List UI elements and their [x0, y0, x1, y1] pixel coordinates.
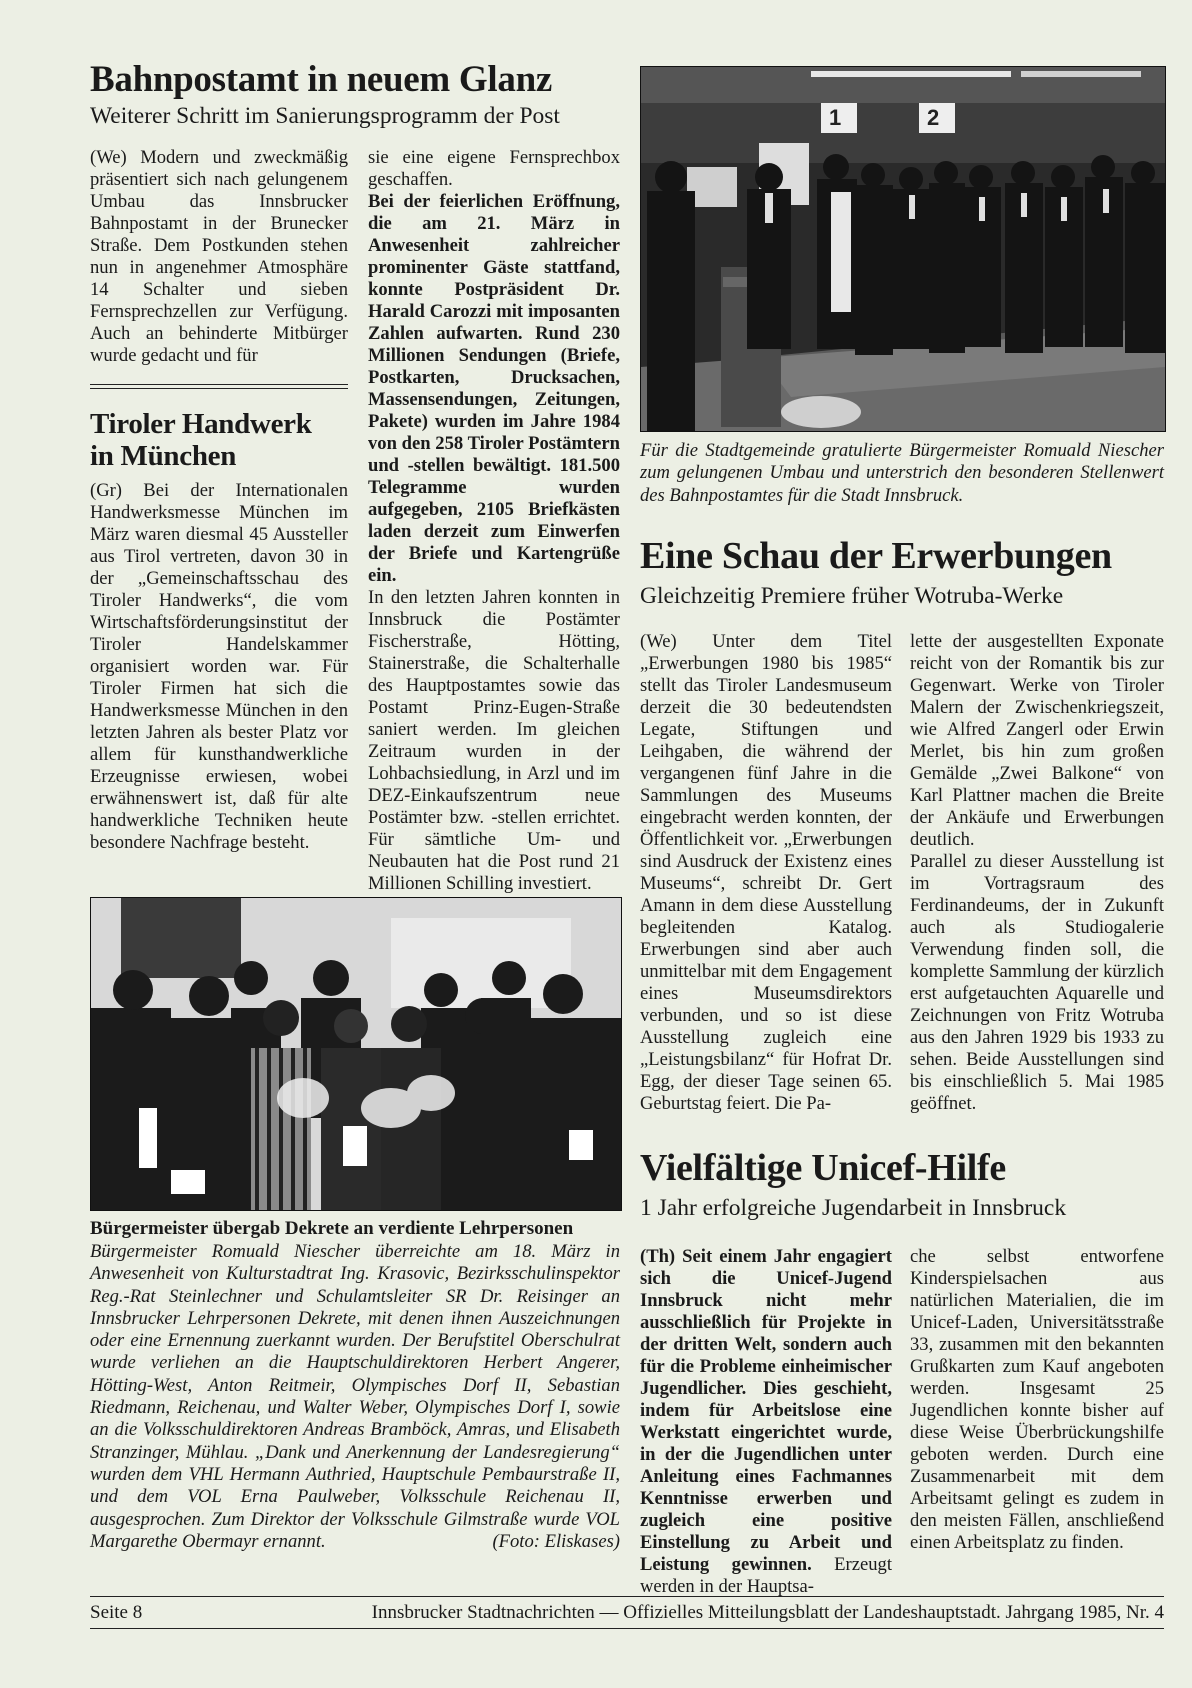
article-unicef-col2: che selbst entworfene Kinderspielsachen aus natürlichen Materialien, die im Unicef-Laden, Universitätsstraße 33, zusammen mit den bekannten Grußkarten zum Kauf angeboten werden. Insgesamt 25 Jugendlichen konnte bisher auf diese Weise Überbrückungshilfe geboten werden. Durch eine Zusammenarbeit mit dem Arbeitsamt gelingt es zudem in den meisten Fällen, anschließend einen Arbeitsplatz zu finden. [910, 1246, 1164, 1553]
article-erwerbungen-col1: (We) Unter dem Titel „Erwerbungen 1980 bis 1985“ stellt das Tiroler Landesmuseum derzeit die 30 bedeutendsten Legate, Stiftungen und Leihgaben, die während der vergangenen fünf Jahre in die Sammlungen des Museums eingebracht werden konnten, der Öffentlichkeit vor. „Erwerbungen sind Ausdruck der Existenz eines Museums“, schreibt Dr. Gert Amann in dem diese Ausstellung begleitenden Katalog. Erwerbungen sind aber auch unmittelbar mit dem Engagement eines Museumsdirektors verbunden, und so ist diese Ausstellung zugleich eine „Leistungsbilanz“ für Hofrat Dr. Egg, der dieser Tage seinen 65. Geburtstag feiert. Die Pa- [640, 631, 892, 1114]
footer-rule [90, 1596, 1164, 1597]
article-erwerbungen-subhead: Gleichzeitig Premiere früher Wotruba-Werke [640, 583, 1064, 609]
article-unicef-headline: Vielfältige Unicef-Hilfe [640, 1147, 1006, 1189]
column-divider [90, 384, 348, 389]
article-bahnpostamt-headline: Bahnpostamt in neuem Glanz [90, 59, 552, 100]
article-handwerk-headline: Tiroler Handwerk in München [90, 408, 312, 472]
article-bahnpostamt-col2: sie eine eigene Fernsprechbox geschaffen. Bei der feierlichen Eröffnung, die am 21. März in Anwesenheit zahlreicher prominenter Gäste stattfand, konnte Postpräsident Dr. Harald Carozzi mit imposanten Zahlen aufwarten. Rund 230 Millionen Sendungen (Briefe, Postkarten, Drucksachen, Massensendungen, Zeitungen, Pakete) wurden im Jahre 1984 von den 258 Tiroler Postämtern und -stellen bewältigt. 181.500 Telegramme wurden aufgegeben, 2105 Briefkästen laden derzeit zum Einwerfen der Briefe und Kartengrüße ein. In den letzten Jahren konnten in Innsbruck die Postämter Fischerstraße, Hötting, Stainerstraße, die Schalterhalle des Hauptpostamtes sowie das Postamt Prinz-Eugen-Straße saniert werden. Im gleichen Zeitraum wurden in der Lohbachsiedlung, in Arzl und im DEZ-Einkaufszentrum neue Postämter bzw. -stellen errichtet. Für sämtliche Um- und Neubauten hat die Post rund 21 Millionen Schilling investiert. [368, 147, 620, 894]
footer-rule-bottom [90, 1628, 1164, 1629]
article-bahnpostamt-subhead: Weiterer Schritt im Sanierungsprogramm der Post [90, 103, 560, 129]
footer-page-number: Seite 8 [90, 1602, 143, 1623]
counter-sign-1: 1 [829, 105, 842, 130]
article-handwerk-body: (Gr) Bei der Internationalen Handwerksmesse München im März waren diesmal 45 Aussteller aus Tirol vertreten, davon 30 in der „Gemeinschaftsschau des Tiroler Handwerks“, die vom Wirtschaftsförderungsinstitut der Tiroler Handelskammer organisiert worden war. Für Tiroler Firmen hat sich die Handwerksmesse München in den letzten Jahren als bester Platz vor allem für kunsthandwerkliche Erzeugnisse erwiesen, wobei erwähnenswert ist, daß für alte handwerkliche Techniken heute besondere Nachfrage besteht. [90, 480, 348, 853]
footer-publication: Innsbrucker Stadtnachrichten — Offizielles Mitteilungsblatt der Landeshauptstadt. Jahrgang 1985, Nr. 4 [371, 1602, 1164, 1623]
post-office-photo [640, 66, 1166, 432]
article-bahnpostamt-col1: (We) Modern und zweckmäßig präsentiert sich nach gelungenem Umbau das Innsbrucker Bahnpostamt in der Brunecker Straße. Dem Postkunden stehen nun in angenehmer Atmosphäre 14 Schalter und sieben Fernsprechzellen zur Verfügung. Auch an behinderte Mitbürger wurde gedacht und für [90, 147, 348, 366]
article-erwerbungen-headline: Eine Schau der Erwerbungen [640, 535, 1112, 577]
article-unicef-subhead: 1 Jahr erfolgreiche Jugendarbeit in Innsbruck [640, 1195, 1067, 1221]
counter-sign-2: 2 [927, 105, 940, 130]
photo-credit: (Foto: Eliskases) [492, 1531, 620, 1553]
post-office-photo-illustration [641, 67, 1165, 431]
teachers-photo [90, 897, 622, 1211]
teachers-photo-caption: Bürgermeister Romuald Niescher überreichte am 18. März in Anwesenheit von Kulturstadtrat Ing. Krasovic, Bezirksschulinspektor Reg.-Rat Steinlechner und Schulamtsleiter SR Dr. Reisinger an Innsbrucker Lehrpersonen Dekrete, mit denen ihnen Auszeichnungen oder eine Ernennung zuerkannt wurden. Der Berufstitel Oberschulrat wurde verliehen an die Hauptschuldirektoren Herbert Angerer, Hötting-West, Anton Reitmeir, Olympisches Dorf II, Sebastian Riedmann, Reichenau, und Walter Weber, Olympisches Dorf I, sowie an die Volksschuldirektoren Andreas Bramböck, Amras, und Elisabeth Stranzinger, Mühlau. „Dank und Anerkennung der Landesregierung“ wurden dem VHL Hermann Authried, Hauptschule Pembaurstraße II, und dem VOL Erna Paulweber, Volksschule Reichenau II, ausgesprochen. Zum Direktor der Volksschule Gilmstraße wurde VOL Margarethe Obermayr ernannt. (Foto: Eliskases) [90, 1241, 620, 1553]
teachers-photo-caption-title: Bürgermeister übergab Dekrete an verdiente Lehrpersonen [90, 1218, 574, 1239]
post-office-photo-caption: Für die Stadtgemeinde gratulierte Bürgermeister Romuald Niescher zum gelungenen Umbau und unterstrich den besonderen Stellenwert des Bahnpostamtes für die Stadt Innsbruck. [640, 440, 1164, 506]
article-erwerbungen-col2: lette der ausgestellten Exponate reicht von der Romantik bis zur Gegenwart. Werke von Tiroler Malern der Zwischenkriegszeit, wie Alfred Zangerl oder Erwin Merlet, bis hin zum großen Gemälde „Zwei Balkone“ von Karl Plattner machen die Breite der Ankäufe und Erwerbungen deutlich. Parallel zu dieser Ausstellung ist im Vortragsraum des Ferdinandeums, der in Zukunft auch als Studiogalerie Verwendung finden soll, die komplette Sammlung der kürzlich erst aufgetauchten Aquarelle und Zeichnungen von Fritz Wotruba aus den Jahren 1929 bis 1933 zu sehen. Beide Ausstellungen sind bis einschließlich 5. Mai 1985 geöffnet. [910, 631, 1164, 1114]
article-unicef-col1: (Th) Seit einem Jahr engagiert sich die Unicef-Jugend Innsbruck nicht mehr ausschließlich für Projekte in der dritten Welt, sondern auch für die Probleme einheimischer Jugendlicher. Dies geschieht, indem für Arbeitslose eine Werkstatt eingerichtet wurde, in der die Jugendlichen unter Anleitung eines Fachmannes Kenntnisse erwerben und zugleich eine positive Einstellung zu Arbeit und Leistung gewinnen. Erzeugt werden in der Hauptsa- [640, 1246, 892, 1597]
teachers-photo-illustration [91, 898, 621, 1210]
